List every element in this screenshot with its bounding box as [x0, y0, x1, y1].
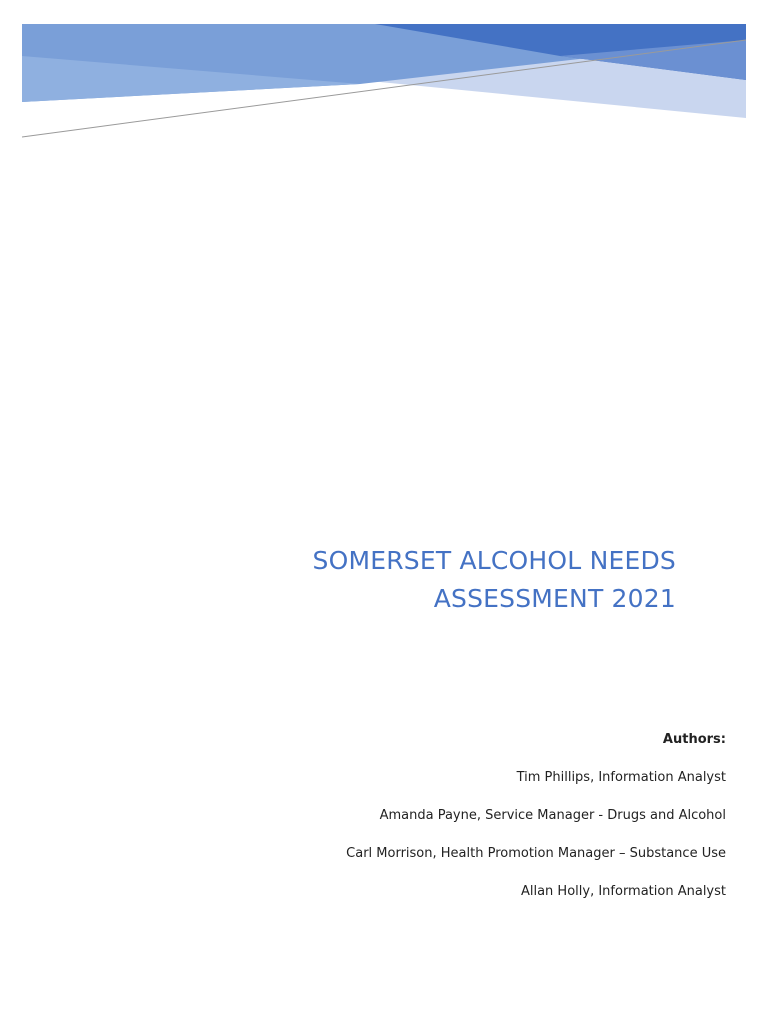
header-banner-graphic [0, 0, 770, 160]
author-entry: Tim Phillips, Information Analyst [516, 770, 726, 785]
document-title [156, 542, 676, 618]
author-entry: Carl Morrison, Health Promotion Manager – Substance Use [346, 846, 726, 861]
document-title-line2: ASSESSMENT 2021 [433, 584, 676, 613]
document-title-line1: SOMERSET ALCOHOL NEEDS [312, 546, 676, 575]
author-entry: Allan Holly, Information Analyst [520, 884, 726, 899]
author-entry: Amanda Payne, Service Manager - Drugs and Alcohol [379, 808, 726, 823]
authors-heading: Authors: [662, 732, 726, 747]
authors-section [206, 730, 726, 902]
